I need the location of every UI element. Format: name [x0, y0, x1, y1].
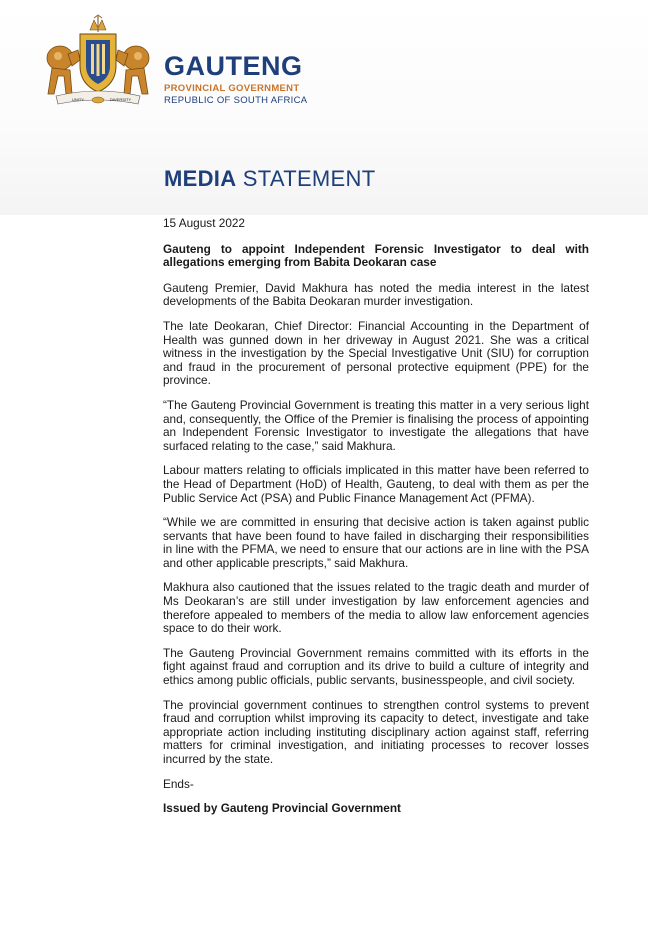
- letterhead: [0, 0, 648, 215]
- paragraph: The late Deokaran, Chief Director: Financial Accounting in the Department of Health was gunned down in her driveway in August 2021. She was a critical witness in the investigation by the Special Investigative Unit (SIU) for corruption and fraud in the procurement of personal protective equipment (PPE) for the province.: [163, 318, 589, 388]
- paragraph: The provincial government continues to strengthen control systems to prevent fraud and corruption whilst improving its capacity to detect, investigate and take appropriate action including instituting disciplinary action against staff, referring matters for criminal investigation, and initiating processes to recover losses incurred by the state.: [163, 697, 589, 766]
- organisation-subtitle: PROVINCIAL GOVERNMENT: [164, 83, 300, 94]
- document-type-bold: MEDIA: [164, 166, 237, 191]
- paragraph: Makhura also cautioned that the issues related to the tragic death and murder of Ms Deokaran’s are still under investigation by law enforcement agencies and therefore appealed to members of the media to allow law enforcement agencies space to do their work.: [163, 580, 589, 636]
- statement-date: 15 August 2022: [163, 216, 245, 230]
- statement-headline: Gauteng to appoint Independent Forensic Investigator to deal with allegations emerging from Babita Deokaran case: [163, 241, 589, 270]
- paragraph: Gauteng Premier, David Makhura has noted the media interest in the latest developments of the Babita Deokaran murder investigation.: [163, 280, 589, 309]
- paragraph: “While we are committed in ensuring that decisive action is taken against public servants that have been found to have failed in discharging their responsibilities in line with the PFMA, we need to ensure that our actions are in line with the PSA and other applicable prescripts,” said Makhura.: [163, 515, 589, 570]
- crest-banner-left: UNITY: [72, 97, 84, 102]
- paragraph: The Gauteng Provincial Government remains committed with its efforts in the fight against fraud and corruption and its drive to build a culture of integrity and ethics among public officials, public servants, businesspeople, and civil society.: [163, 645, 589, 688]
- statement-body: [163, 217, 589, 827]
- crest-banner-right: DIVERSITY: [110, 97, 132, 102]
- coat-of-arms-logo: [38, 14, 158, 110]
- paragraph: Labour matters relating to officials implicated in this matter have been referred to the Head of Department (HoD) of Health, Gauteng, to deal with them as per the Public Service Act (PSA) and Public Finance Management Act (PFMA).: [163, 463, 589, 505]
- document-type-title: [164, 166, 375, 192]
- document-type-regular: STATEMENT: [236, 166, 376, 191]
- ends-marker: Ends-: [163, 776, 194, 791]
- organisation-country: REPUBLIC OF SOUTH AFRICA: [164, 95, 308, 106]
- organisation-block: [164, 52, 307, 106]
- organisation-name: GAUTENG: [164, 51, 303, 81]
- issued-by: Issued by Gauteng Provincial Government: [163, 801, 401, 816]
- paragraph: “The Gauteng Provincial Government is treating this matter in a very serious light and, consequently, the Office of the Premier is finalising the process of appointing an Independent Forensic Investigator to investigate the allegations that have surfaced relating to the case,” said Makhura.: [163, 397, 589, 453]
